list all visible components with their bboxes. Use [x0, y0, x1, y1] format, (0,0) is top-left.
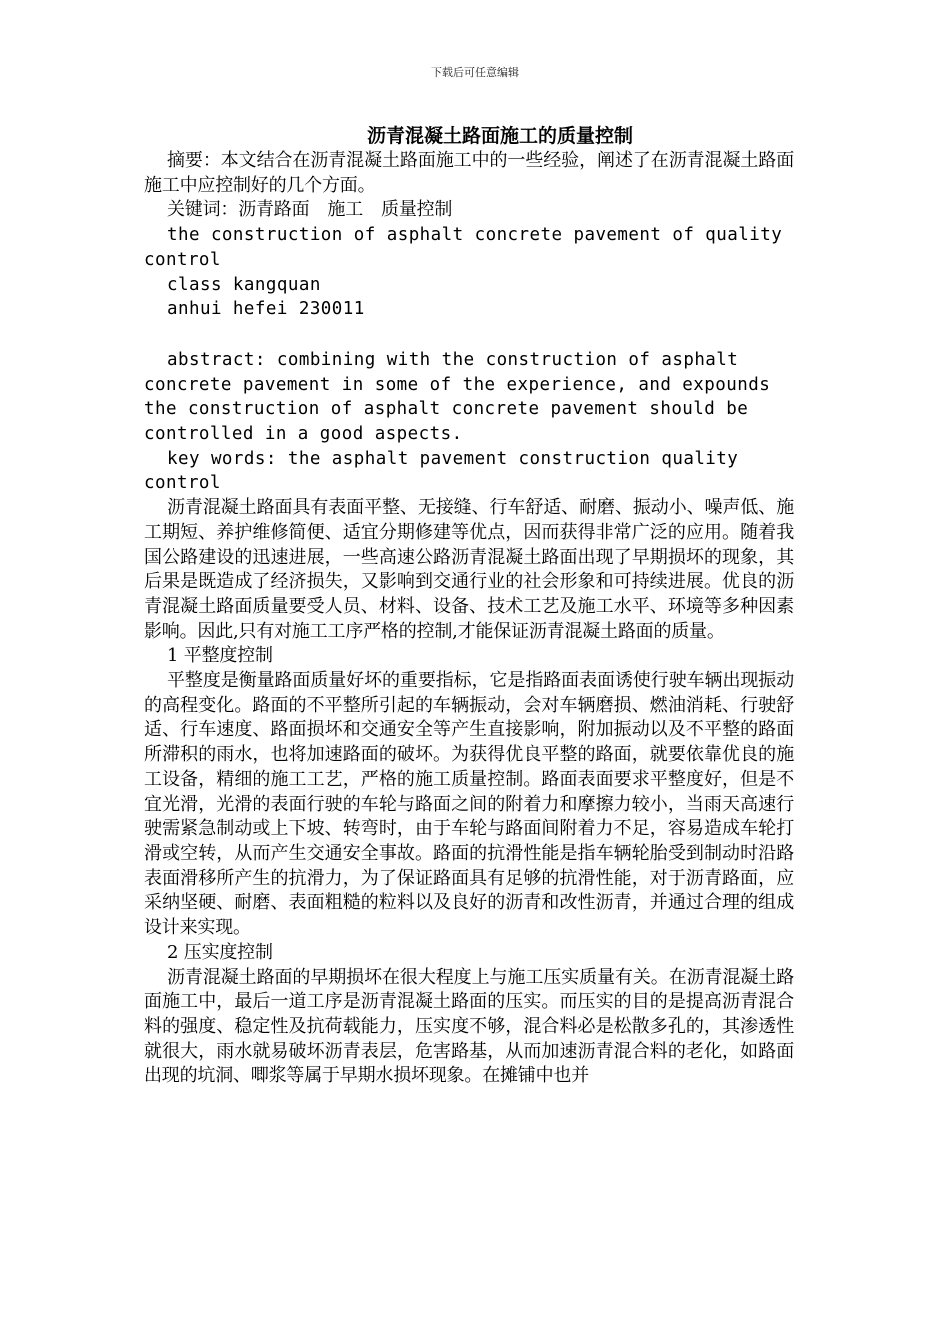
- section-2-heading: 2 压实度控制: [167, 941, 273, 963]
- section-1-heading: 1 平整度控制: [167, 645, 273, 667]
- keyword-term: 施工: [327, 199, 364, 221]
- keyword-term: 沥青路面: [238, 199, 310, 221]
- section-1-paragraph: 平整度是衡量路面质量好坏的重要指标，它是指路面表面诱使行驶车辆出现振动的高程变化。路面的不平整所引起的车辆振动，会对车辆磨损、燃油消耗、行驶舒适、行车速度、路面损坏和交通安全等产生直接影响，附加振动以及不平整的路面所滞积的雨水，也将加速路面的破坏。为获得优良平整的路面，就要依靠优良的施工设备，精细的施工工艺，严格的施工质量控制。路面表面要求平整度好，但是不宜光滑，光滑的表面行驶的车轮与路面之间的附着力和摩擦力较小，当雨天高速行驶需紧急制动或上下坡、转弯时，由于车轮与路面间附着力不足，容易造成车轮打滑或空转，从而产生交通安全事故。路面的抗滑性能是指车辆轮胎受到制动时沿路表面滑移所产生的抗滑力，为了保证路面具有足够的抗滑性能，对于沥青路面，应采纳坚硬、耐磨、表面粗糙的粒料以及良好的沥青和改性沥青，并通过合理的组成设计来实现。: [144, 670, 794, 939]
- author-en: class kangquan: [167, 274, 321, 295]
- keywords-cn: [144, 198, 794, 223]
- keywords-en: key words: the asphalt pavement construction quality control: [144, 448, 739, 494]
- abstract-en: abstract: combining with the construction of asphalt concrete pavement in some of the experience, and expounds the construction of asphalt concrete pavement should be controlled in a good aspects.: [144, 349, 771, 445]
- page-header-note: 下载后可任意编辑: [431, 66, 519, 79]
- section-2-paragraph: 沥青混凝土路面的早期损坏在很大程度上与施工压实质量有关。在沥青混凝土路面施工中，最后一道工序是沥青混凝土路面的压实。而压实的目的是提高沥青混合料的强度、稳定性及抗荷载能力，压实度不够，混合料必是松散多孔的，其渗透性就很大，雨水就易破坏沥青表层，危害路基，从而加速沥青混合料的老化，如路面出现的坑洞、唧浆等属于早期水损坏现象。在摊铺中也并: [144, 966, 794, 1087]
- title-en: the construction of asphalt concrete pavement of quality control: [144, 225, 783, 270]
- document-body: [144, 149, 794, 1089]
- document-title: 沥青混凝土路面施工的质量控制: [366, 125, 633, 147]
- intro-paragraph: 沥青混凝土路面具有表面平整、无接缝、行车舒适、耐磨、振动小、噪声低、施工期短、养护维修简便、适宜分期修建等优点，因而获得非常广泛的应用。随着我国公路建设的迅速进展，一些高速公路沥青混凝土路面出现了早期损坏的现象，其后果是既造成了经济损失，又影响到交通行业的社会形象和可持续进展。优良的沥青混凝土路面质量要受人员、材料、设备、技术工艺及施工水平、环境等多种因素影响。因此,只有对施工工序严格的控制,才能保证沥青混凝土路面的质量。: [144, 497, 794, 642]
- abstract-cn: 摘要：本文结合在沥青混凝土路面施工中的一些经验，阐述了在沥青混凝土路面施工中应控制好的几个方面。: [144, 150, 794, 196]
- keyword-term: 质量控制: [381, 199, 453, 221]
- keywords-cn-label: 关键词：: [167, 199, 239, 221]
- address-en: anhui hefei 230011: [167, 299, 365, 320]
